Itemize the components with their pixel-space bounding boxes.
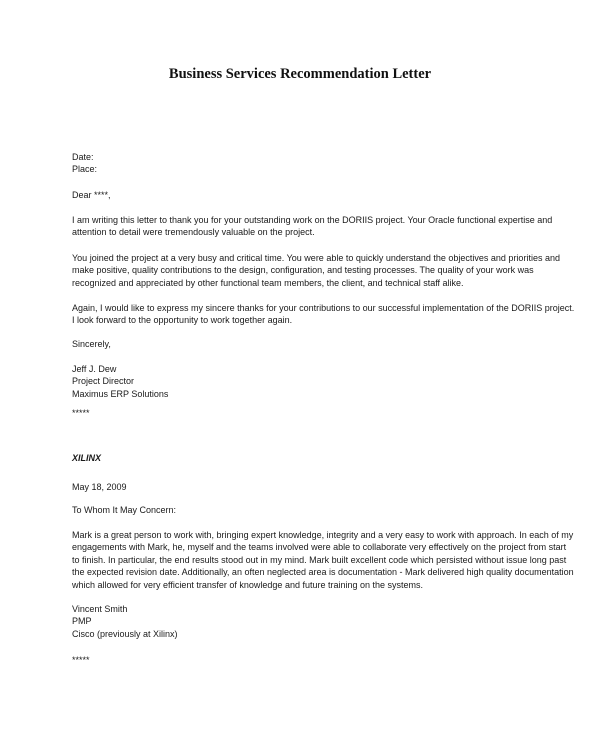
paragraph-line: to finish. In particular, the end results stood out in my mind. Mark built excellent code which persisted without issue long past [72, 554, 567, 565]
company-heading: XILINX [72, 453, 102, 463]
paragraph-line: which allowed for very efficient transfer of knowledge and future training on the systems. [72, 579, 424, 590]
paragraph-line: recognized and appreciated by other functional team members, the client, and technical staff alike. [72, 277, 464, 288]
paragraph-line: I look forward to the opportunity to work together again. [72, 315, 293, 326]
letter-date: May 18, 2009 [72, 482, 127, 492]
date-label: Date: [72, 152, 94, 162]
signer-company: Cisco (previously at Xilinx) [72, 628, 178, 639]
letter-title: Business Services Recommendation Letter [168, 66, 432, 82]
signer-title: Project Director [72, 376, 135, 387]
paragraph-thanks [72, 214, 552, 239]
signer-company: Maximus ERP Solutions [72, 388, 169, 399]
paragraph-line: You joined the project at a very busy and critical time. You were able to quickly understand the objectives and priorities and [72, 253, 560, 263]
paragraph-closing-thanks [72, 302, 575, 327]
end-mark: ***** [72, 655, 90, 665]
paragraph-recommendation [72, 529, 574, 591]
paragraph-contributions [72, 252, 560, 289]
signature-block [72, 603, 552, 640]
signer-name: Jeff J. Dew [72, 364, 117, 374]
signer-title: PMP [72, 616, 92, 627]
paragraph-line: make positive, quality contributions to the design, configuration, and testing processes. The quality of your work was [72, 265, 534, 276]
paragraph-line: attention to detail were tremendously valuable on the project. [72, 227, 315, 238]
salutation: Dear ****, [72, 190, 111, 200]
signer-name: Vincent Smith [72, 604, 128, 614]
place-label: Place: [72, 164, 98, 175]
end-mark: ***** [72, 408, 90, 418]
salutation: To Whom It May Concern: [72, 505, 177, 515]
paragraph-line: the expected revision date. Additionally, an often neglected area is documentation - Mark delivered high quality documentation [72, 567, 574, 578]
signature-block [72, 363, 552, 400]
date-place-block [72, 151, 552, 176]
paragraph-line: engagements with Mark, he, myself and the teams involved were able to collaborate very effectively on the project from start [72, 542, 567, 553]
paragraph-line: Mark is a great person to work with, bringing expert knowledge, integrity and a very easy to work with approach. In each of my [72, 530, 574, 540]
paragraph-line: Again, I would like to express my sincere thanks for your contributions to our successful implementation of the DORIIS project. [72, 303, 575, 313]
closing: Sincerely, [72, 339, 111, 349]
paragraph-line: I am writing this letter to thank you for your outstanding work on the DORIIS project. Your Oracle functional expertise and [72, 215, 553, 225]
